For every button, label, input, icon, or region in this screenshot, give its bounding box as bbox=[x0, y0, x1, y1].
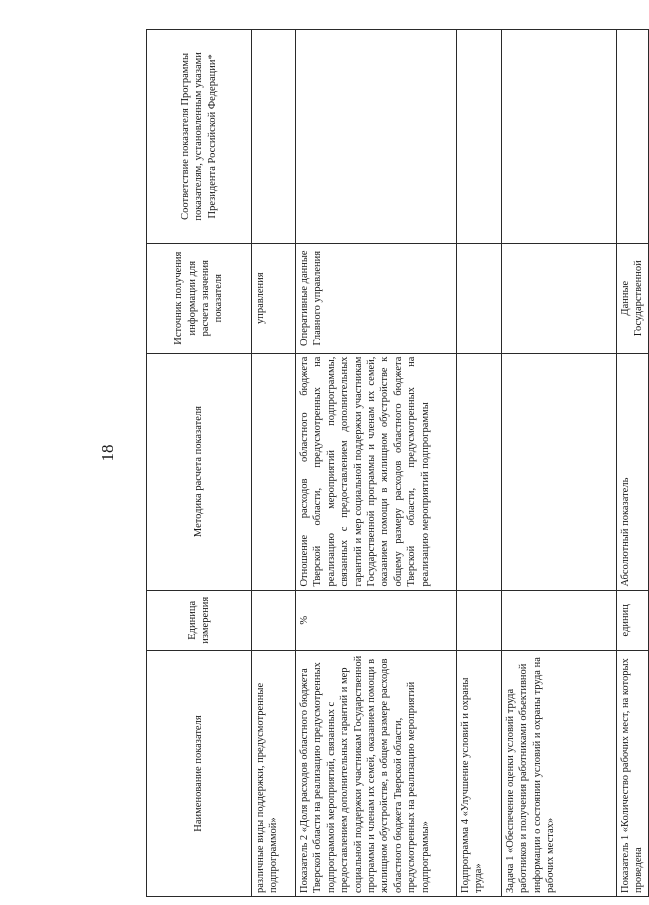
cell-compliance bbox=[502, 30, 617, 244]
cell-compliance bbox=[296, 30, 457, 244]
cell-source: Оперативные данные Главного управления bbox=[296, 243, 457, 353]
rotated-page bbox=[138, 0, 645, 905]
table-row bbox=[296, 30, 457, 897]
cell-method bbox=[252, 353, 296, 590]
cell-source: управления bbox=[252, 243, 296, 353]
cell-name: Задача 1 «Обеспечение оценки условий труда работников и получения работниками объективной информации о состоянии условий и охраны труда на рабочих местах» bbox=[502, 651, 617, 897]
cell-method: Абсолютный показатель bbox=[617, 353, 649, 590]
cell-unit: единиц bbox=[617, 590, 649, 650]
cell-name: Показатель 1 «Количество рабочих мест, на которых проведена bbox=[617, 651, 649, 897]
header-compliance: Соответствие показателя Программы показателям, установленным указами Президента Российской Федерации* bbox=[147, 30, 252, 244]
cell-name: Подпрограмма 4 «Улучшение условий и охраны труда» bbox=[457, 651, 502, 897]
cell-method bbox=[502, 353, 617, 590]
cell-compliance bbox=[252, 30, 296, 244]
cell-name: различные виды поддержки, предусмотренные подпрограммой» bbox=[252, 651, 296, 897]
table-row bbox=[617, 30, 649, 897]
cell-unit bbox=[252, 590, 296, 650]
table-row bbox=[457, 30, 502, 897]
cell-source bbox=[457, 243, 502, 353]
header-unit: Единица измерения bbox=[147, 590, 252, 650]
cell-compliance bbox=[457, 30, 502, 244]
cell-unit bbox=[502, 590, 617, 650]
cell-name: Показатель 2 «Доля расходов областного бюджета Тверской области на реализацию предусмотренных подпрограммой мероприятий, связанных с предоставлением дополнительных гарантий и мер социальной поддержки участникам Государственной программы и членам их семей, оказанием помощи в жилищном обустройстве, в общем размере расходов областного бюджета Тверской области, предусмотренных на реализацию мероприятий подпрограммы» bbox=[296, 651, 457, 897]
page-number: 18 bbox=[98, 444, 117, 462]
header-source: Источник получения информации для расчета значения показателя bbox=[147, 243, 252, 353]
indicators-table bbox=[146, 29, 649, 897]
cell-method: Отношение расходов областного бюджета Тверской области, предусмотренных на реализацию мероприятий подпрограммы, связанных с предоставлением дополнительных гарантий и мер социальной поддержки участникам Государственной программы и членам их семей, оказанием помощи в жилищном обустройстве к общему размеру расходов областного бюджета Тверской области, предусмотренных на реализацию мероприятий подпрограммы bbox=[296, 353, 457, 590]
table-row bbox=[502, 30, 617, 897]
header-indicator-name: Наименование показателя bbox=[147, 651, 252, 897]
header-method: Методика расчета показателя bbox=[147, 353, 252, 590]
cell-source: Данные Государственной bbox=[617, 243, 649, 353]
cell-unit bbox=[457, 590, 502, 650]
cell-compliance bbox=[617, 30, 649, 244]
table-row bbox=[252, 30, 296, 897]
cell-method bbox=[457, 353, 502, 590]
table-header-row bbox=[147, 30, 252, 897]
cell-unit: % bbox=[296, 590, 457, 650]
cell-source bbox=[502, 243, 617, 353]
